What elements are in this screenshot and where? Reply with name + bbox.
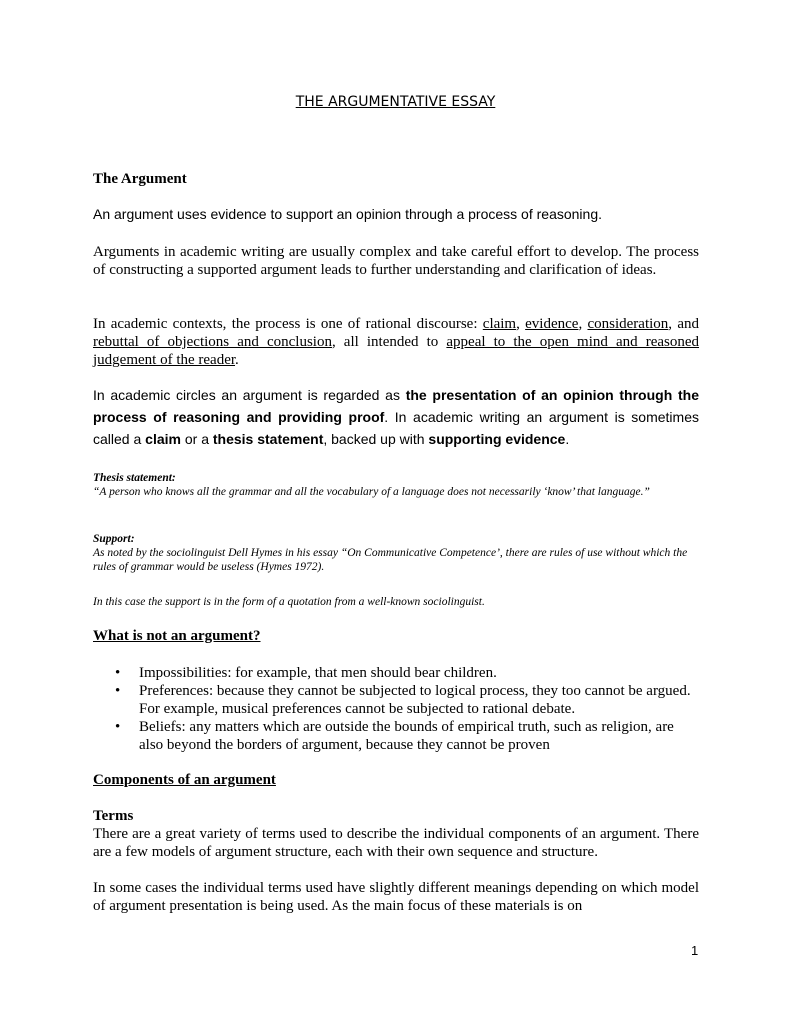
text-run: . [565, 431, 570, 447]
page-number: 1 [691, 943, 699, 958]
bullet-icon: • [115, 719, 121, 735]
text-run: , [578, 316, 588, 332]
paragraph-rational-discourse [93, 315, 699, 369]
list-item [93, 718, 699, 754]
paragraph-models: In some cases the individual terms used have slightly different meanings depending on which model of argument presentation is being used. As the main focus of these materials is on [93, 880, 699, 914]
term-evidence: evidence [525, 316, 579, 332]
text-run: , and [668, 316, 699, 332]
text-run: , [516, 316, 526, 332]
section-heading-components: Components of an argument [93, 772, 276, 788]
term-appeal: appeal to the open mind and reasoned judgement of the reader [93, 334, 700, 368]
list-item-text: Preferences: because they cannot be subjected to logical process, they too cannot be argued. For example, musical preferences cannot be subjected to rational debate. [139, 683, 691, 717]
document-title: THE ARGUMENTATIVE ESSAY [295, 94, 496, 110]
term-claim: claim [482, 316, 517, 332]
paragraph-academic-circles [93, 384, 699, 450]
support-label: Support: [93, 533, 135, 545]
text-run: In academic circles an argument is regarded as [93, 387, 406, 403]
thesis-statement-text: “A person who knows all the grammar and all the vocabulary of a language does not necessarily ‘know’ that language.” [93, 486, 650, 498]
section-heading-argument: The Argument [93, 171, 187, 187]
support-note: In this case the support is in the form of a quotation from a well-known sociolinguist. [93, 596, 485, 608]
bold-thesis-statement: thesis statement [212, 431, 324, 447]
term-consideration: consideration [587, 316, 669, 332]
intro-paragraph: An argument uses evidence to support an opinion through a process of reasoning. [93, 206, 602, 222]
paragraph-terms: There are a great variety of terms used to describe the individual components of an argument. There are a few models of argument structure, each with their own sequence and structure. [93, 826, 699, 860]
paragraph-complexity: Arguments in academic writing are usually complex and take careful effort to develop. The process of constructing a supported argument leads to further understanding and clarification of ideas. [93, 244, 699, 278]
list-item-text: Beliefs: any matters which are outside the bounds of empirical truth, such as religion, are also beyond the borders of argument, because they cannot be proven [139, 719, 674, 753]
bold-supporting-evidence: supporting evidence [428, 431, 566, 447]
list-item-text: Impossibilities: for example, that men should bear children. [139, 665, 497, 681]
text-run: . In academic writing an argument is sometimes called a [93, 409, 699, 447]
list-item [93, 682, 699, 718]
bullet-icon: • [115, 683, 121, 699]
text-run: . [235, 352, 239, 368]
text-run: or a [180, 431, 213, 447]
bullet-icon: • [115, 665, 121, 681]
text-run: , all intended to [331, 334, 447, 350]
term-rebuttal: rebuttal of objections and conclusion [93, 334, 332, 350]
list-item [93, 664, 699, 682]
support-text: As noted by the sociolinguist Dell Hymes in his essay “On Communicative Competence’, there are rules of use without which the rules of grammar would be useless (Hymes 1972). [93, 547, 688, 573]
bold-claim: claim [145, 431, 181, 447]
non-argument-list [93, 664, 699, 754]
text-run: , backed up with [323, 431, 429, 447]
section-heading-not-argument: What is not an argument? [93, 628, 261, 644]
subheading-terms: Terms [93, 808, 134, 824]
text-run: In academic contexts, the process is one of rational discourse: [93, 316, 483, 332]
thesis-statement-label: Thesis statement: [93, 472, 176, 484]
bold-definition: the presentation of an opinion through the process of reasoning and providing proof [93, 387, 699, 425]
